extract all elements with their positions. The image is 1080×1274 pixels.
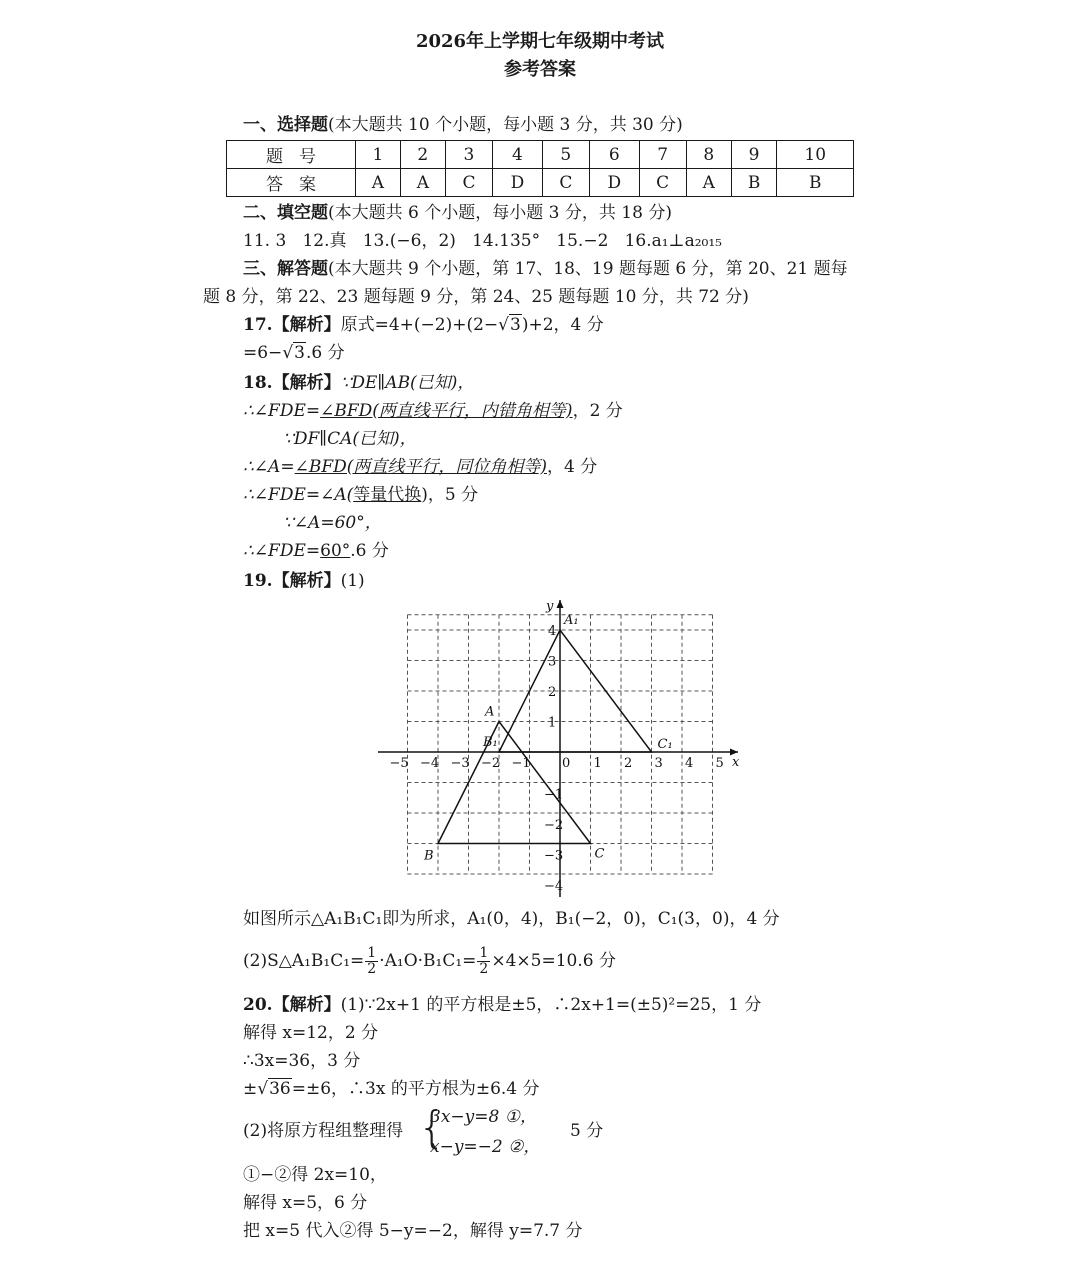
section1-heading-bold: 一、选择题 [243,115,328,135]
question-number: 5 [542,141,589,169]
y-tick-label: 2 [548,685,557,700]
question-number: 1 [356,141,401,169]
question-number: 8 [686,141,731,169]
q18-line6: ∵∠A=60°， [283,513,382,533]
x-tick-label: −4 [420,756,440,771]
q18-text: ∴∠A= [243,457,295,477]
q18-text: ，4 分 [547,457,598,477]
point-label-a: A [485,704,495,720]
q20-line2: 解得 x=12，2 分 [243,1023,379,1043]
q19-label: 19.【解析】 [243,571,341,591]
q18-text: .6 分 [350,541,389,561]
q19-description: 如图所示△A₁B₁C₁即为所求，A₁(0，4)，B₁(−2，0)，C₁(3，0)，4 分 [243,909,780,929]
q18-underline: 60° [320,541,351,561]
x-tick-label: 4 [685,756,694,771]
answer-cell: D [590,169,639,197]
x-tick-label: 2 [624,756,633,771]
section3-heading-rest-2: 题 8 分，第 22、23 题每题 9 分，第 24、25 题每题 10 分，共 72 分) [203,287,749,307]
row-label-answer: 答案 [227,169,356,197]
fraction-numerator: 1 [479,945,489,961]
y-tick-label: −2 [544,818,564,833]
q17-text: )+2，4 分 [521,315,604,335]
y-tick-label: 1 [548,715,557,731]
section2-heading-bold: 二、填空题 [243,203,328,223]
q17-text: =6− [243,343,283,363]
question-number: 7 [639,141,686,169]
question-number: 4 [493,141,542,169]
q18-line7 [243,540,389,562]
x-tick-label: −1 [511,756,531,771]
section2-heading-rest: (本大题共 6 个小题，每小题 3 分，共 18 分) [328,203,672,223]
q17-text: .6 分 [305,343,345,363]
answer-table [226,140,854,197]
q18-text: ∴∠FDE= [243,541,321,561]
point-label-c: C [594,846,605,862]
equation-brace: { [418,1102,446,1153]
y-tick-label: 3 [548,654,557,670]
q18-text: ∴∠FDE=∠A( [243,485,354,505]
q18-line2 [243,400,623,422]
q18-line4 [243,456,597,478]
graph-triangles [438,630,652,844]
q17-line2: =6−√3.6 分 [243,343,345,363]
graph-ticks [390,624,724,894]
q19-part1: (1) [340,571,365,591]
q18-line5 [243,484,478,506]
fraction-denominator: 2 [367,961,377,977]
point-label-b1: B₁ [483,735,498,750]
x-tick-label: 1 [593,756,602,771]
q18-underline: ∠BFD(两直线平行，内错角相等) [320,401,573,421]
q20-line1 [243,994,761,1016]
q19-part2-text: ×4×5=10.6 分 [491,951,616,971]
answer-cell: C [542,169,589,197]
section2-answers: 11. 3 12.真 13.(−6，2) 14.135° 15.−2 16.a₁⊥a₂₀₁₅ [243,231,722,251]
q17-label: 17.【解析】 [243,315,341,335]
section3-heading-rest-1: (本大题共 9 个小题，第 17、18、19 题每题 6 分，第 20、21 题每 [328,259,848,279]
page-subtitle: 参考答案 [504,59,576,80]
q20-line3: ∴3x=36，3 分 [243,1051,361,1071]
q19-part2-text: (2)S△A₁B₁C₁= [243,951,365,971]
q18-line3: ∵DF∥CA(已知)， [283,429,417,449]
q18-text: )，5 分 [421,485,479,505]
q18-text: ∵DE∥AB(已知)， [340,373,475,393]
fraction [365,946,378,977]
q19-line1 [243,570,365,592]
q17-text: 原式=4+(−2)+(2− [340,315,499,335]
answer-cell: B [777,169,854,197]
fraction-numerator: 1 [367,945,377,961]
q20-sqrt: 36 [269,1079,291,1099]
answer-cell: A [686,169,731,197]
q19-part2 [243,946,616,977]
point-label-c1: C₁ [657,737,673,752]
y-axis-arrow [557,600,564,608]
question-number: 10 [777,141,854,169]
y-tick-label: −3 [544,848,564,864]
x-tick-label: −5 [389,756,409,771]
answer-cell: B [731,169,777,197]
equation-2: x−y=−2 ②， [430,1137,541,1157]
answer-cell: C [445,169,492,197]
equation-1: 3x−y=8 ①， [430,1107,537,1127]
q20-text: (1)∵2x+1 的平方根是±5，∴2x+1=(±5)²=25，1 分 [340,995,762,1015]
point-label-a1: A₁ [564,613,579,628]
q17-line1: 17.【解析】原式=4+(−2)+(2−√3)+2，4 分 [243,315,604,335]
q19-part2-text: ·A₁O·B₁C₁= [379,951,477,971]
y-tick-label: −1 [544,787,564,803]
q18-text: ，2 分 [572,401,623,421]
x-tick-label: 5 [715,756,724,771]
q20-line6: ①−②得 2x=10， [243,1165,387,1185]
x-axis-label: x [732,755,740,770]
section1-heading [243,114,683,136]
q20-line7: 解得 x=5，6 分 [243,1193,368,1213]
x-tick-label: 0 [562,756,571,771]
fraction [477,946,490,977]
q18-line1 [243,372,474,394]
q20-label: 20.【解析】 [243,995,341,1015]
row-label-number: 题号 [227,141,356,169]
page-title: 2026年上学期七年级期中考试 [415,31,665,52]
answer-cell: A [356,169,401,197]
q18-underline: ∠BFD(两直线平行，同位角相等) [294,457,548,477]
question-number: 3 [445,141,492,169]
point-label-b: B [424,848,434,864]
answer-table-row-answers [227,169,854,197]
q18-text: ∴∠FDE= [243,401,321,421]
q20-line8: 把 x=5 代入②得 5−y=−2，解得 y=7.7 分 [243,1221,583,1241]
answer-cell: A [400,169,445,197]
q20-line5-score: 5 分 [570,1121,604,1141]
answer-cell: D [493,169,542,197]
q18-underline: 等量代换 [353,485,422,505]
coordinate-graph [370,592,750,902]
q20-text: =±6，∴3x 的平方根为±6.4 分 [291,1079,540,1099]
section3-heading [243,258,848,280]
question-number: 9 [731,141,777,169]
section2-heading [243,202,672,224]
q17-sqrt: 3 [510,315,521,335]
q18-label: 18.【解析】 [243,373,341,393]
answer-table-row-numbers [227,141,854,169]
section1-heading-rest: (本大题共 10 个小题，每小题 3 分，共 30 分) [328,115,683,135]
y-axis-label: y [546,599,554,614]
q20-line5-text: (2)将原方程组整理得 [243,1121,404,1141]
y-tick-label: −4 [544,879,564,894]
q20-line4: ±√36=±6，∴3x 的平方根为±6.4 分 [243,1079,540,1099]
q20-text: ± [243,1079,258,1099]
question-number: 6 [590,141,639,169]
question-number: 2 [400,141,445,169]
q17-sqrt: 3 [294,343,305,363]
x-tick-label: 3 [654,756,663,771]
section3-heading-bold: 三、解答题 [243,259,328,279]
x-tick-label: −3 [450,756,470,771]
x-tick-label: −2 [481,756,501,771]
answer-cell: C [639,169,686,197]
fraction-denominator: 2 [479,961,489,977]
y-tick-label: 4 [548,624,557,639]
